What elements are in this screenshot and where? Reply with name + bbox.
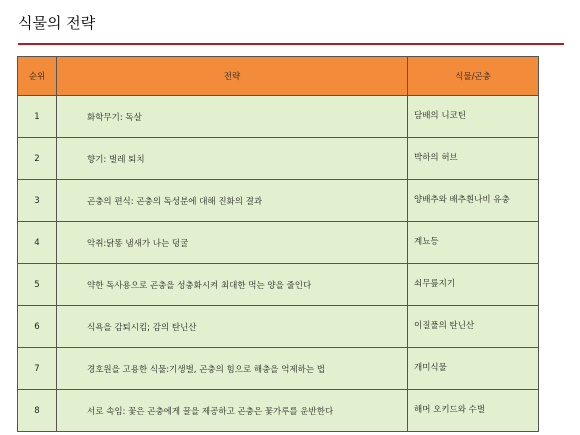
strategy-table [17,56,539,432]
strategy-cell: 향기: 벌레 퇴치 [57,138,408,180]
table-row [18,348,539,390]
table-row [18,222,539,264]
strategy-cell: 서로 속임: 꽃은 곤충에게 꿀을 제공하고 곤충은 꽃가루를 운반한다 [57,390,408,432]
table-row [18,390,539,432]
slide-title: 식물의 전략 [18,14,96,32]
table-row [18,264,539,306]
organism-cell: 개미식물 [408,348,539,390]
organism-cell: 쇠무릎지기 [408,264,539,306]
strategy-cell: 경호원을 고용한 식물:기생벌, 곤충의 힘으로 해충을 억제하는 법 [57,348,408,390]
organism-cell: 계뇨등 [408,222,539,264]
organism-cell: 양배추와 배추흰나비 유충 [408,180,539,222]
rank-cell: 5 [18,264,57,306]
header-rank: 순위 [18,57,57,96]
table-row [18,96,539,138]
rank-cell: 4 [18,222,57,264]
organism-cell: 이질풀의 탄닌산 [408,306,539,348]
header-organism: 식물/곤충 [408,57,539,96]
title-divider [18,43,564,45]
rank-cell: 3 [18,180,57,222]
rank-cell: 6 [18,306,57,348]
strategy-cell: 식욕을 감퇴시킴; 감의 탄닌산 [57,306,408,348]
rank-cell: 7 [18,348,57,390]
rank-cell: 8 [18,390,57,432]
rank-cell: 2 [18,138,57,180]
organism-cell: 담배의 니코틴 [408,96,539,138]
header-strategy: 전략 [57,57,408,96]
table-row [18,306,539,348]
organism-cell: 박하의 허브 [408,138,539,180]
strategy-cell: 악취:닭똥 냄새가 나는 덩굴 [57,222,408,264]
table-row [18,180,539,222]
organism-cell: 해머 오키드와 수벌 [408,390,539,432]
strategy-cell: 곤충의 편식: 곤충의 독성분에 대해 진화의 결과 [57,180,408,222]
strategy-cell: 화학무기: 독살 [57,96,408,138]
rank-cell: 1 [18,96,57,138]
table-row [18,138,539,180]
strategy-cell: 약한 독사용으로 곤충을 성충화시켜 최대한 먹는 양을 줄인다 [57,264,408,306]
table-header-row [18,57,539,96]
